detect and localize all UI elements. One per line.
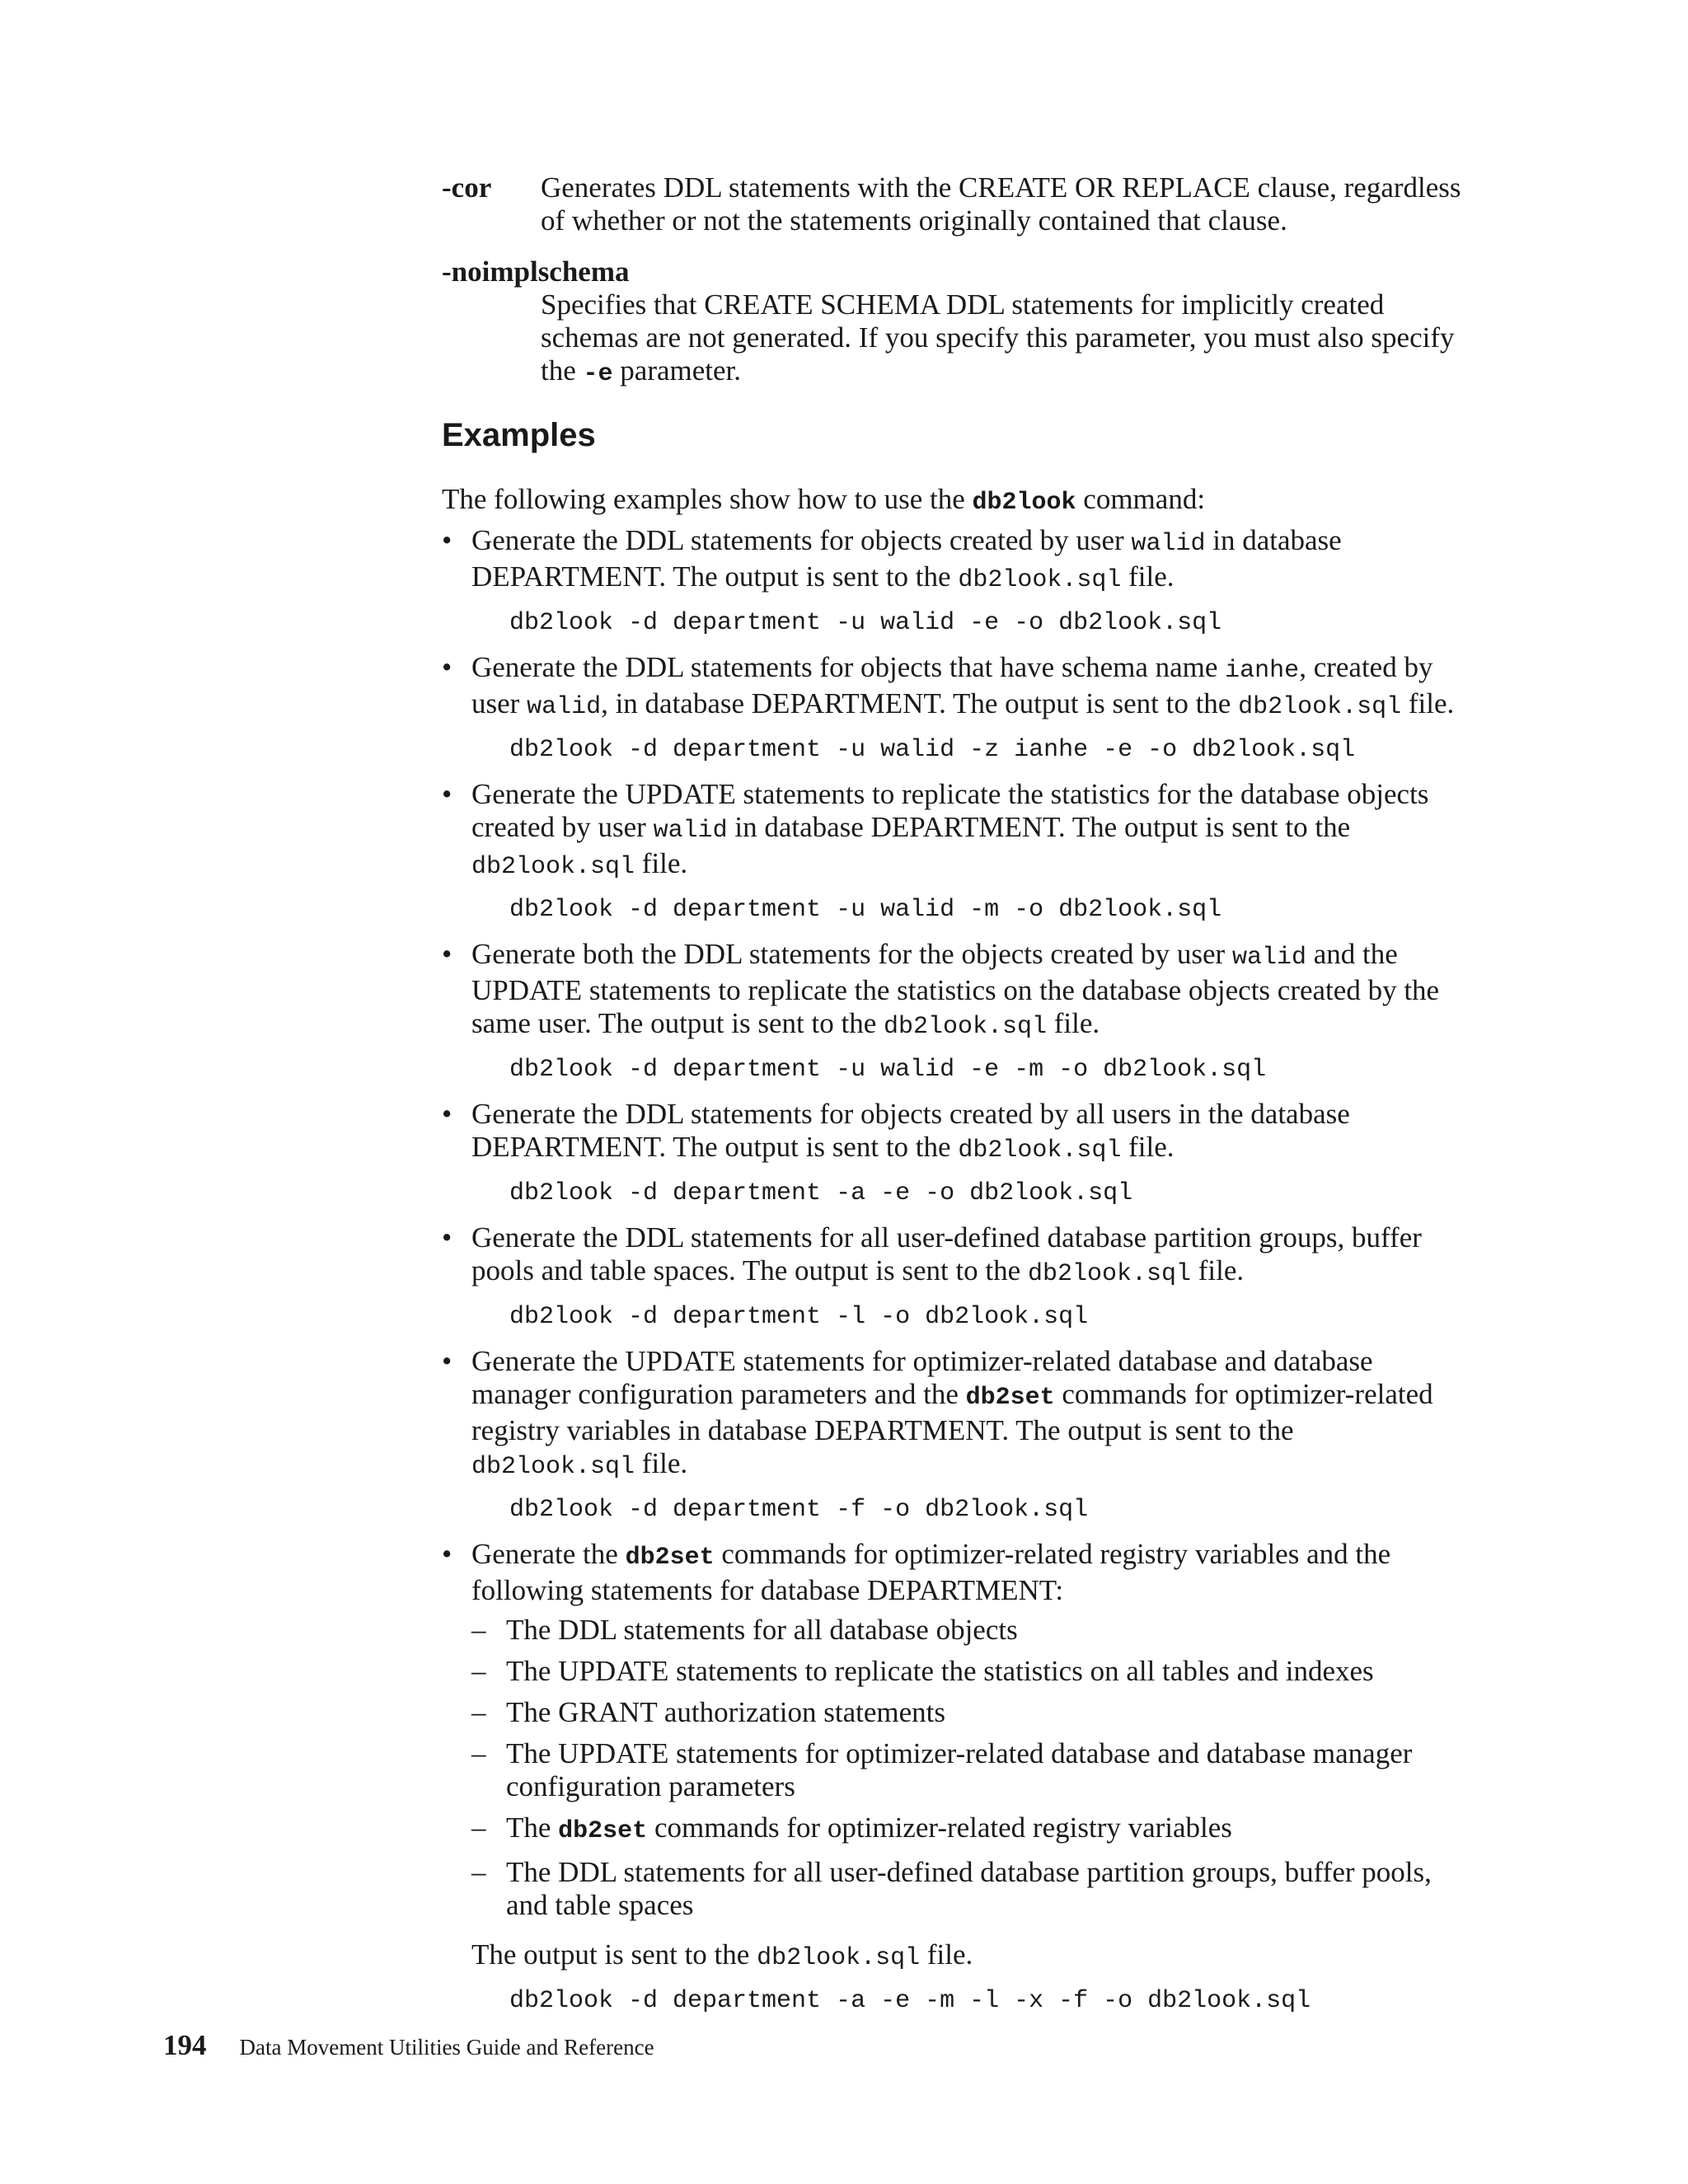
- param-cor: [442, 171, 1464, 237]
- code-text: walid: [527, 693, 602, 721]
- command-example: db2look -d department -u walid -z ianhe -e -o db2look.sql: [509, 736, 1356, 764]
- text: The UPDATE statements for optimizer-related database and database manager configuration parameters: [506, 1737, 1413, 1802]
- text: commands for optimizer-related registry variables in database DEPARTMENT. The output is sent to the: [471, 1378, 1433, 1446]
- example-text: [471, 1538, 1464, 1607]
- text: Generate the DDL statements for objects created by all users in the database DEPARTMENT. The output is sent to the: [471, 1098, 1350, 1163]
- list-item: [442, 1098, 1464, 1208]
- example-text: [471, 651, 1464, 724]
- text: Generate the DDL statements for objects that have schema name: [471, 651, 1226, 683]
- code-text: walid: [653, 817, 728, 845]
- list-item: [442, 1345, 1464, 1525]
- code-text: db2look.sql: [757, 1944, 921, 1972]
- intro-paragraph: [442, 483, 1464, 519]
- text: Generate the UPDATE statements to replicate the statistics for the database objects created by user: [471, 778, 1429, 843]
- sub-list-item: [471, 1614, 1464, 1647]
- bullet-icon: •: [442, 1345, 452, 1377]
- text: and the UPDATE statements to replicate the statistics on the database objects created by the same user. The output is sent to the: [471, 938, 1440, 1039]
- text: Generate both the DDL statements for the objects created by user: [471, 938, 1232, 970]
- example-text: [471, 524, 1464, 597]
- bullet-icon: •: [442, 524, 452, 556]
- param-noimplschema: [442, 255, 1464, 391]
- page-number: 194: [163, 2029, 207, 2061]
- code-text: db2look.sql: [471, 1453, 635, 1481]
- bullet-icon: •: [442, 938, 452, 970]
- book-title: Data Movement Utilities Guide and Reference: [239, 2035, 654, 2060]
- code-text: ianhe: [1225, 657, 1300, 685]
- command-name: db2set: [965, 1384, 1055, 1412]
- dash-icon: –: [471, 1655, 486, 1687]
- sub-list-item: [471, 1696, 1464, 1729]
- text: parameter.: [612, 354, 741, 387]
- list-item: [442, 1221, 1464, 1332]
- list-item: [442, 651, 1464, 765]
- example-text: [471, 1221, 1464, 1291]
- list-item: [442, 938, 1464, 1085]
- param-description: [541, 288, 1464, 391]
- dash-icon: –: [471, 1737, 486, 1769]
- bullet-icon: •: [442, 1538, 452, 1570]
- code-text: walid: [1231, 944, 1306, 972]
- code-text: db2look.sql: [958, 566, 1122, 594]
- text: file.: [635, 1447, 688, 1479]
- text: file.: [1190, 1254, 1245, 1286]
- text: commands for optimizer-related registry variables and the following statements for database DEPARTMENT:: [471, 1538, 1391, 1606]
- text: in database DEPARTMENT. The output is sent to the: [471, 524, 1342, 593]
- text: , created by user: [471, 651, 1433, 719]
- text: The output is sent to the: [471, 1938, 757, 1971]
- examples-list: [442, 524, 1464, 2016]
- text: The following examples show how to use the: [442, 483, 973, 515]
- command-example: db2look -d department -a -e -m -l -x -f -o db2look.sql: [509, 1987, 1311, 2015]
- code-text: db2look.sql: [958, 1137, 1122, 1165]
- example-text: [471, 1345, 1464, 1483]
- code-text: db2look.sql: [883, 1013, 1048, 1041]
- dash-icon: –: [471, 1696, 486, 1728]
- code-text: db2look.sql: [1238, 693, 1402, 721]
- command-name: db2set: [558, 1817, 648, 1845]
- output-note: [471, 1938, 1464, 1975]
- command-example: db2look -d department -u walid -e -o db2look.sql: [509, 609, 1222, 637]
- sub-list-item: [471, 1856, 1464, 1922]
- text: file.: [1121, 560, 1175, 593]
- code-text: -e: [583, 360, 613, 388]
- text: The DDL statements for all database objects: [506, 1614, 1018, 1646]
- code-text: walid: [1131, 530, 1206, 558]
- text: commands for optimizer-related registry variables: [647, 1811, 1232, 1844]
- page-content: [442, 171, 1464, 2029]
- command-example: db2look -d department -l -o db2look.sql: [509, 1303, 1089, 1331]
- list-item: [442, 778, 1464, 925]
- bullet-icon: •: [442, 778, 452, 810]
- example-text: [471, 1098, 1464, 1167]
- text: Generate the UPDATE statements for optimizer-related database and database manager configuration parameters and the: [471, 1345, 1373, 1410]
- text: file.: [635, 847, 688, 879]
- list-item: [442, 524, 1464, 638]
- example-text: [471, 778, 1464, 883]
- param-description: Generates DDL statements with the CREATE OR REPLACE clause, regardless of whether or not the statements originally contained that clause.: [541, 171, 1461, 237]
- text: The: [506, 1811, 559, 1844]
- text: file.: [1401, 687, 1455, 719]
- sub-list-item: [471, 1655, 1464, 1688]
- command-name: db2look: [972, 489, 1076, 517]
- bullet-icon: •: [442, 651, 452, 683]
- command-name: db2set: [625, 1544, 715, 1572]
- list-item: [442, 1538, 1464, 2016]
- sub-list-item: [471, 1737, 1464, 1803]
- text: Generate the: [471, 1538, 626, 1570]
- dash-icon: –: [471, 1856, 486, 1888]
- param-term: -cor: [442, 171, 492, 204]
- bullet-icon: •: [442, 1221, 452, 1254]
- code-text: db2look.sql: [1027, 1260, 1191, 1288]
- text: file.: [1121, 1131, 1175, 1163]
- text: Specifies that CREATE SCHEMA DDL statements for implicitly created schemas are not generated. If you specify this parameter, you must also specify the: [541, 288, 1455, 387]
- text: file.: [920, 1938, 973, 1971]
- command-example: db2look -d department -f -o db2look.sql: [509, 1496, 1089, 1524]
- param-term: -noimplschema: [442, 255, 630, 288]
- command-example: db2look -d department -u walid -e -m -o db2look.sql: [509, 1056, 1267, 1084]
- dash-icon: –: [471, 1811, 486, 1844]
- code-text: db2look.sql: [471, 853, 635, 881]
- text: The GRANT authorization statements: [506, 1696, 945, 1728]
- command-example: db2look -d department -u walid -m -o db2look.sql: [509, 896, 1222, 924]
- dash-icon: –: [471, 1614, 486, 1646]
- section-heading: Examples: [442, 417, 596, 453]
- sub-list: [471, 1614, 1464, 1922]
- text: Generate the DDL statements for objects created by user: [471, 524, 1132, 556]
- text: The UPDATE statements to replicate the statistics on all tables and indexes: [506, 1655, 1374, 1687]
- text: in database DEPARTMENT. The output is sent to the: [727, 811, 1351, 843]
- text: command:: [1076, 483, 1206, 515]
- text: The DDL statements for all user-defined database partition groups, buffer pools, and table spaces: [506, 1856, 1432, 1921]
- page-footer: [163, 2029, 654, 2064]
- text: , in database DEPARTMENT. The output is sent to the: [601, 687, 1239, 719]
- text: Generate the DDL statements for all user-defined database partition groups, buffer pools and table spaces. The output is sent to the: [471, 1221, 1422, 1286]
- bullet-icon: •: [442, 1098, 452, 1130]
- example-text: [471, 938, 1464, 1043]
- sub-list-item: [471, 1811, 1464, 1848]
- text: file.: [1047, 1007, 1100, 1039]
- command-example: db2look -d department -a -e -o db2look.sql: [509, 1179, 1133, 1207]
